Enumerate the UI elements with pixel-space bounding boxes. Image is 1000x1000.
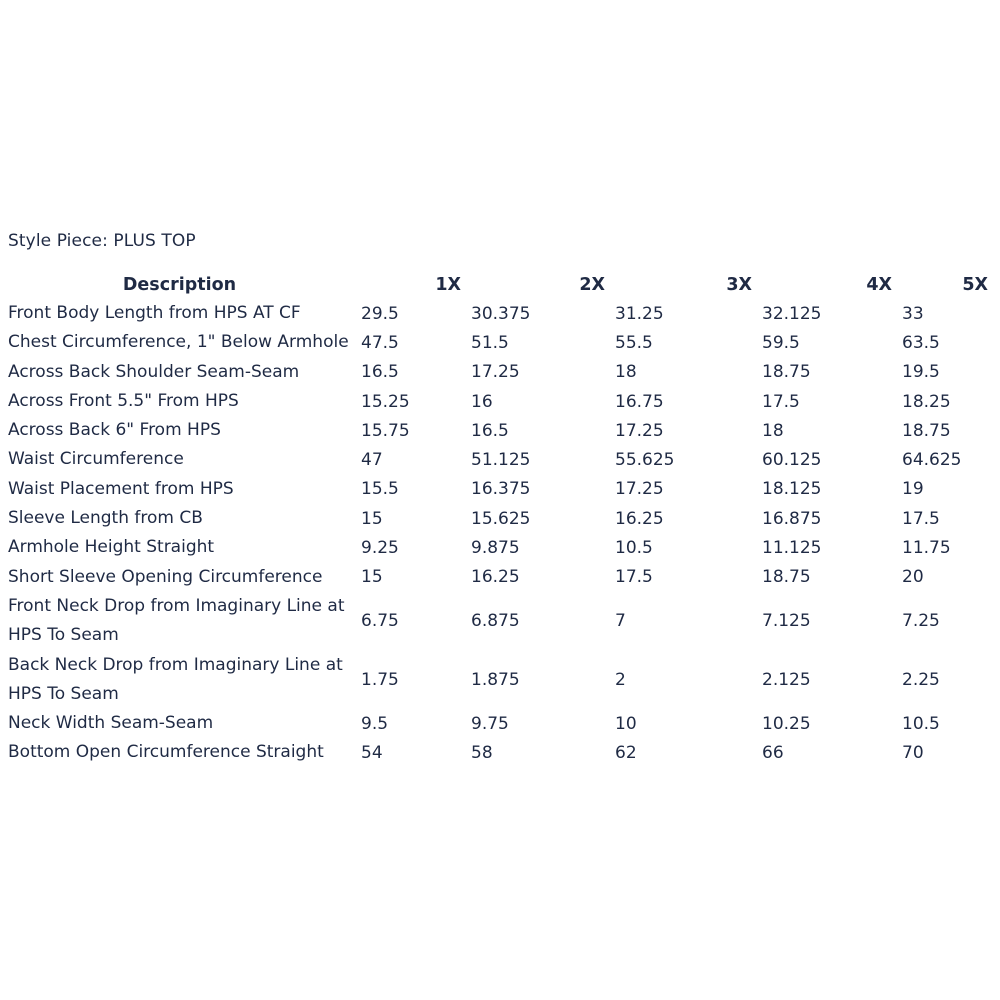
size-value-cell: 2.125	[762, 669, 811, 690]
size-value-cell: 18.125	[762, 479, 822, 500]
table-row	[8, 445, 998, 474]
size-value-cell: 9.875	[471, 538, 520, 559]
column-header-1x: 1X	[435, 274, 461, 295]
row-description: Sleeve Length from CB	[8, 508, 203, 529]
size-value-cell: 18	[762, 420, 784, 441]
size-value-cell: 18	[615, 362, 637, 383]
size-value-cell: 16.5	[361, 362, 399, 383]
table-row	[8, 738, 998, 767]
size-value-cell: 15.25	[361, 391, 410, 412]
size-value-cell: 17.25	[471, 362, 520, 383]
row-description: Front Body Length from HPS AT CF	[8, 303, 301, 323]
table-row	[8, 387, 998, 416]
size-value-cell: 17.25	[615, 420, 664, 441]
size-spec-table	[8, 270, 998, 768]
size-value-cell: 51.5	[471, 332, 509, 353]
size-value-cell: 66	[762, 743, 784, 764]
size-value-cell: 1.875	[471, 669, 520, 690]
size-value-cell: 15.5	[361, 479, 399, 500]
table-row	[8, 504, 998, 533]
size-value-cell: 16.25	[471, 567, 520, 588]
size-value-cell: 47	[361, 450, 383, 471]
table-row	[8, 592, 998, 651]
row-description: Short Sleeve Opening Circumference	[8, 566, 323, 587]
size-value-cell: 17.5	[762, 391, 800, 412]
size-value-cell: 15	[361, 508, 383, 529]
size-value-cell: 16.25	[615, 508, 664, 529]
size-value-cell: 64.625	[902, 450, 962, 471]
size-value-cell: 7.25	[902, 611, 940, 632]
size-value-cell: 2.25	[902, 669, 940, 690]
size-value-cell: 11.125	[762, 538, 822, 559]
size-value-cell: 54	[361, 743, 383, 764]
column-header-3x: 3X	[726, 274, 752, 295]
table-header-row	[8, 270, 998, 299]
size-value-cell: 19	[902, 479, 924, 500]
size-value-cell: 17.5	[902, 508, 940, 529]
size-value-cell: 51.125	[471, 450, 531, 471]
size-value-cell: 70	[902, 743, 924, 764]
size-value-cell: 1.75	[361, 669, 399, 690]
size-value-cell: 16.5	[471, 420, 509, 441]
row-description: Neck Width Seam-Seam	[8, 713, 214, 734]
size-value-cell: 55.625	[615, 450, 675, 471]
table-row	[8, 709, 998, 738]
style-piece-title: Style Piece: PLUS TOP	[8, 231, 196, 251]
row-description: Armhole Height Straight	[8, 537, 215, 558]
row-description: Across Front 5.5" From HPS	[8, 390, 239, 411]
row-description: Back Neck Drop from Imaginary Line at HPS To Seam	[8, 654, 343, 704]
size-value-cell: 16.875	[762, 508, 822, 529]
size-value-cell: 62	[615, 743, 637, 764]
size-value-cell: 17.5	[615, 567, 653, 588]
size-value-cell: 29.5	[361, 303, 399, 324]
size-value-cell: 15	[361, 567, 383, 588]
table-row	[8, 328, 998, 357]
row-description: Front Neck Drop from Imaginary Line at HPS To Seam	[8, 595, 345, 646]
size-value-cell: 15.75	[361, 420, 410, 441]
column-header-5x: 5X	[962, 274, 988, 295]
size-value-cell: 11.75	[902, 538, 951, 559]
size-value-cell: 7	[615, 611, 626, 632]
column-header-4x: 4X	[866, 274, 892, 295]
row-description: Across Back Shoulder Seam-Seam	[8, 361, 300, 382]
size-value-cell: 55.5	[615, 332, 653, 353]
row-description: Chest Circumference, 1" Below Armhole	[8, 332, 349, 353]
size-value-cell: 6.75	[361, 611, 399, 632]
size-value-cell: 19.5	[902, 362, 940, 383]
size-value-cell: 20	[902, 567, 924, 588]
table-row	[8, 651, 998, 710]
size-value-cell: 6.875	[471, 611, 520, 632]
size-value-cell: 58	[471, 743, 493, 764]
size-value-cell: 9.75	[471, 713, 509, 734]
size-value-cell: 60.125	[762, 450, 822, 471]
size-value-cell: 10.25	[762, 713, 811, 734]
column-header-2x: 2X	[579, 274, 605, 295]
table-row	[8, 299, 998, 328]
size-value-cell: 10	[615, 713, 637, 734]
table-row	[8, 563, 998, 592]
row-description: Across Back 6" From HPS	[8, 420, 221, 441]
size-value-cell: 9.25	[361, 538, 399, 559]
size-value-cell: 15.625	[471, 508, 531, 529]
size-value-cell: 18.25	[902, 391, 951, 412]
size-value-cell: 30.375	[471, 303, 531, 324]
table-row	[8, 475, 998, 504]
size-value-cell: 31.25	[615, 303, 664, 324]
size-value-cell: 63.5	[902, 332, 940, 353]
size-value-cell: 18.75	[902, 420, 951, 441]
size-value-cell: 2	[615, 669, 626, 690]
size-value-cell: 18.75	[762, 567, 811, 588]
size-value-cell: 32.125	[762, 303, 822, 324]
size-value-cell: 18.75	[762, 362, 811, 383]
size-value-cell: 16.375	[471, 479, 531, 500]
table-row	[8, 358, 998, 387]
size-value-cell: 47.5	[361, 332, 399, 353]
size-value-cell: 16.75	[615, 391, 664, 412]
size-value-cell: 7.125	[762, 611, 811, 632]
size-value-cell: 33	[902, 303, 924, 324]
size-value-cell: 16	[471, 391, 493, 412]
row-description: Waist Placement from HPS	[8, 478, 234, 499]
table-row	[8, 533, 998, 562]
row-description: Bottom Open Circumference Straight	[8, 742, 324, 763]
size-value-cell: 9.5	[361, 713, 389, 734]
size-value-cell: 59.5	[762, 332, 800, 353]
row-description: Waist Circumference	[8, 449, 184, 470]
table-row	[8, 416, 998, 445]
size-value-cell: 17.25	[615, 479, 664, 500]
size-value-cell: 10.5	[902, 713, 940, 734]
column-header-description: Description	[122, 274, 237, 295]
size-value-cell: 10.5	[615, 538, 653, 559]
